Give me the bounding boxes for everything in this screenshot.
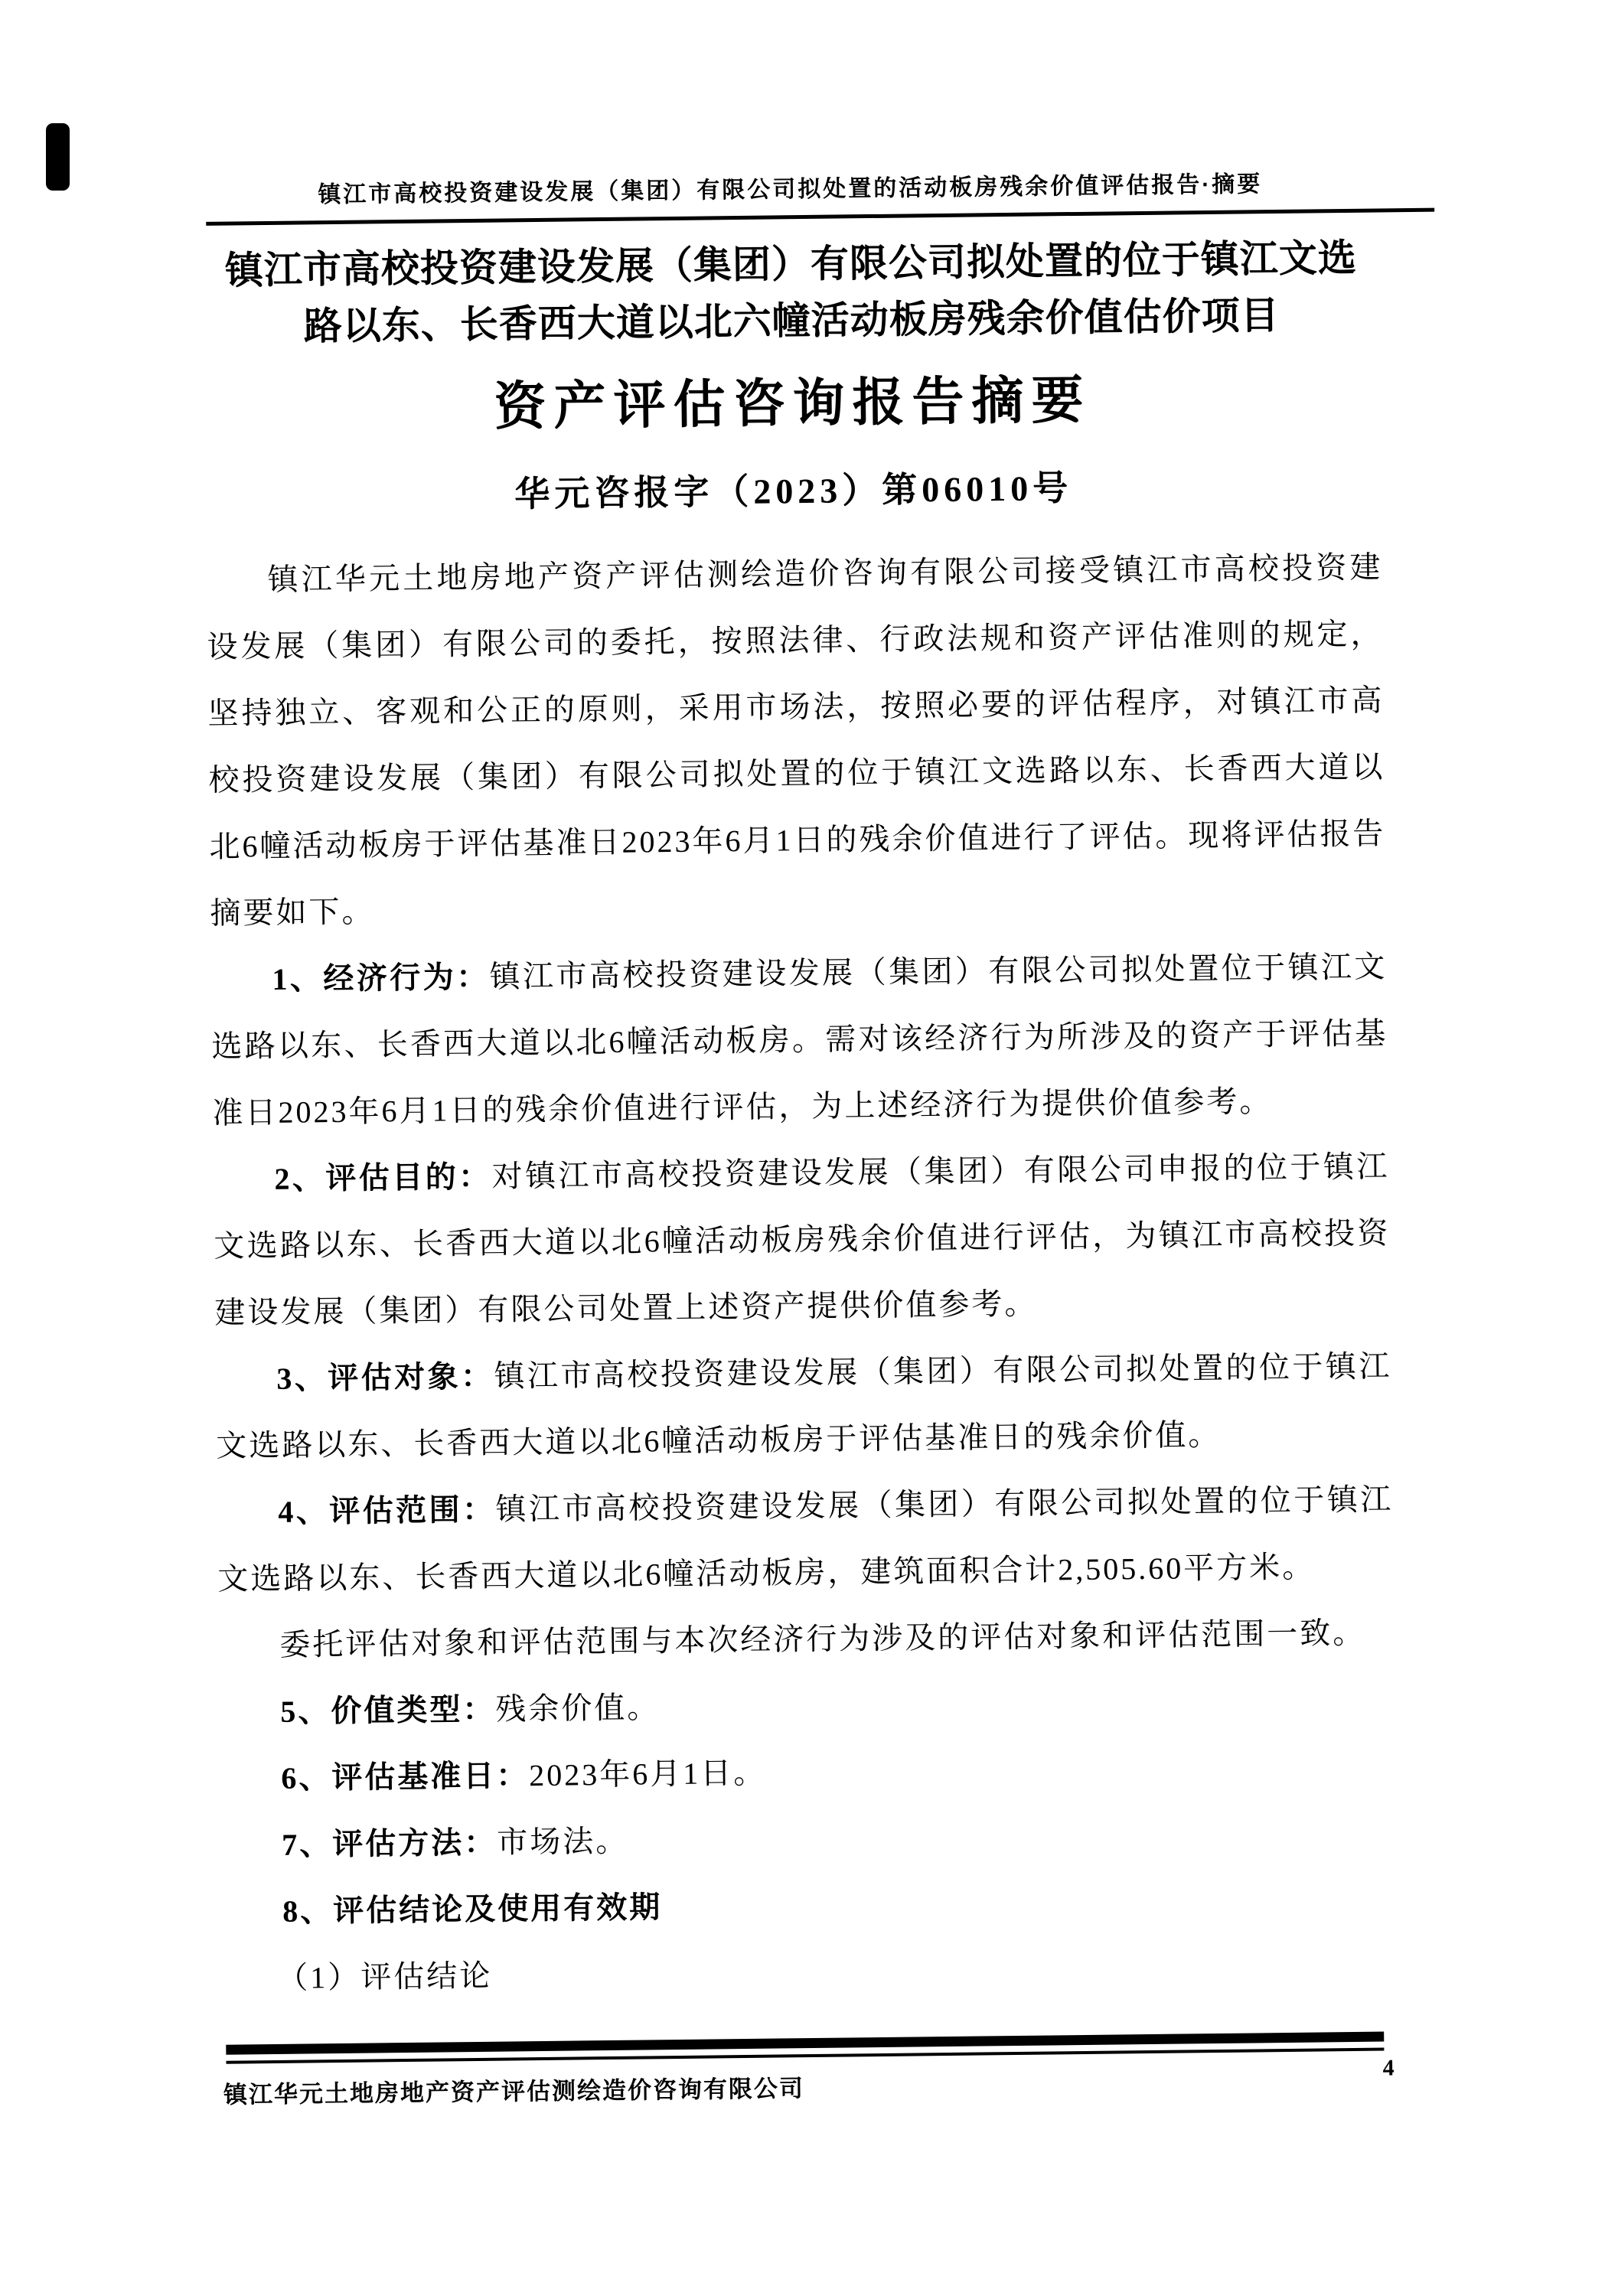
paragraph-text: 镇江市高校投资建设发展（集团）有限公司拟处置的位于镇江文选路以东、长香西大道以北6幢活动板房，建筑面积合计2,505.60平方米。 <box>217 1482 1394 1596</box>
paragraph-label: 5、价值类型： <box>280 1691 496 1729</box>
paragraph-text: 市场法。 <box>497 1823 629 1860</box>
paragraph <box>218 1599 1395 1678</box>
paragraph <box>217 1466 1395 1612</box>
paragraph <box>215 1332 1393 1479</box>
paragraph-text: 委托评估对象和评估范围与本次经济行为涉及的评估对象和评估范围一致。 <box>279 1615 1366 1662</box>
paragraph-text: 对镇江市高校投资建设发展（集团）有限公司申报的位于镇江文选路以东、长香西大道以北6幢活动板房残余价值进行评估，为镇江市高校投资建设发展（集团）有限公司处置上述资产提供价值参考。 <box>214 1149 1391 1330</box>
project-title-line2: 路以东、长香西大道以北六幢活动板房残余价值估价项目 <box>303 293 1280 348</box>
paragraph-label: 6、评估基准日： <box>281 1758 530 1795</box>
header-rule <box>206 208 1434 226</box>
document-number: 华元咨报字（2023）第06010号 <box>514 468 1073 514</box>
paragraph <box>213 1133 1391 1345</box>
project-title <box>203 229 1381 355</box>
paragraph-label: 7、评估方法： <box>282 1825 497 1862</box>
paragraph-text: （1）评估结论 <box>277 1958 493 1995</box>
paragraph-label: 1、经济行为： <box>272 959 490 996</box>
paragraph-text: 镇江市高校投资建设发展（集团）有限公司拟处置的位于镇江文选路以东、长香西大道以北6幢活动板房于评估基准日的残余价值。 <box>216 1349 1392 1463</box>
page-number: 4 <box>1382 2055 1395 2081</box>
report-body <box>206 533 1399 2011</box>
paragraph-label: 3、评估对象： <box>276 1358 494 1396</box>
paragraph <box>210 933 1389 1146</box>
running-header: 镇江市高校投资建设发展（集团）有限公司拟处置的活动板房残余价值评估报告·摘要 <box>318 171 1263 208</box>
paragraph-text: 镇江市高校投资建设发展（集团）有限公司拟处置位于镇江文选路以东、长香西大道以北6幢活动板房。需对该经济行为所涉及的资产于评估基准日2023年6月1日的残余价值进行评估，为上述经济行为提供价值参考。 <box>211 949 1388 1130</box>
paragraph-label: 2、评估目的： <box>274 1159 492 1196</box>
report-title: 资产评估咨询报告摘要 <box>494 370 1091 436</box>
footer-company-name: 镇江华元土地房地产资产评估测绘造价咨询有限公司 <box>223 2075 805 2108</box>
paragraph-text: 镇江华元土地房地产资产评估测绘造价咨询有限公司接受镇江市高校投资建设发展（集团）有限公司的委托，按照法律、行政法规和资产评估准则的规定，坚持独立、客观和公正的原则，采用市场法，按照必要的评估程序，对镇江市高校投资建设发展（集团）有限公司拟处置的位于镇江文选路以东、长香西大道以北6幢活动板房于评估基准日2023年6月1日的残余价值进行了评估。现将评估报告摘要如下。 <box>207 550 1386 931</box>
paragraph-label: 8、评估结论及使用有效期 <box>282 1890 663 1929</box>
paragraph <box>222 1932 1399 2011</box>
project-title-line1: 镇江市高校投资建设发展（集团）有限公司拟处置的位于镇江文选 <box>224 236 1358 292</box>
paragraph <box>206 533 1387 946</box>
paragraph-label: 4、评估范围： <box>278 1492 496 1529</box>
paragraph-text: 残余价值。 <box>495 1690 661 1727</box>
paragraph-text: 2023年6月1日。 <box>529 1755 767 1793</box>
